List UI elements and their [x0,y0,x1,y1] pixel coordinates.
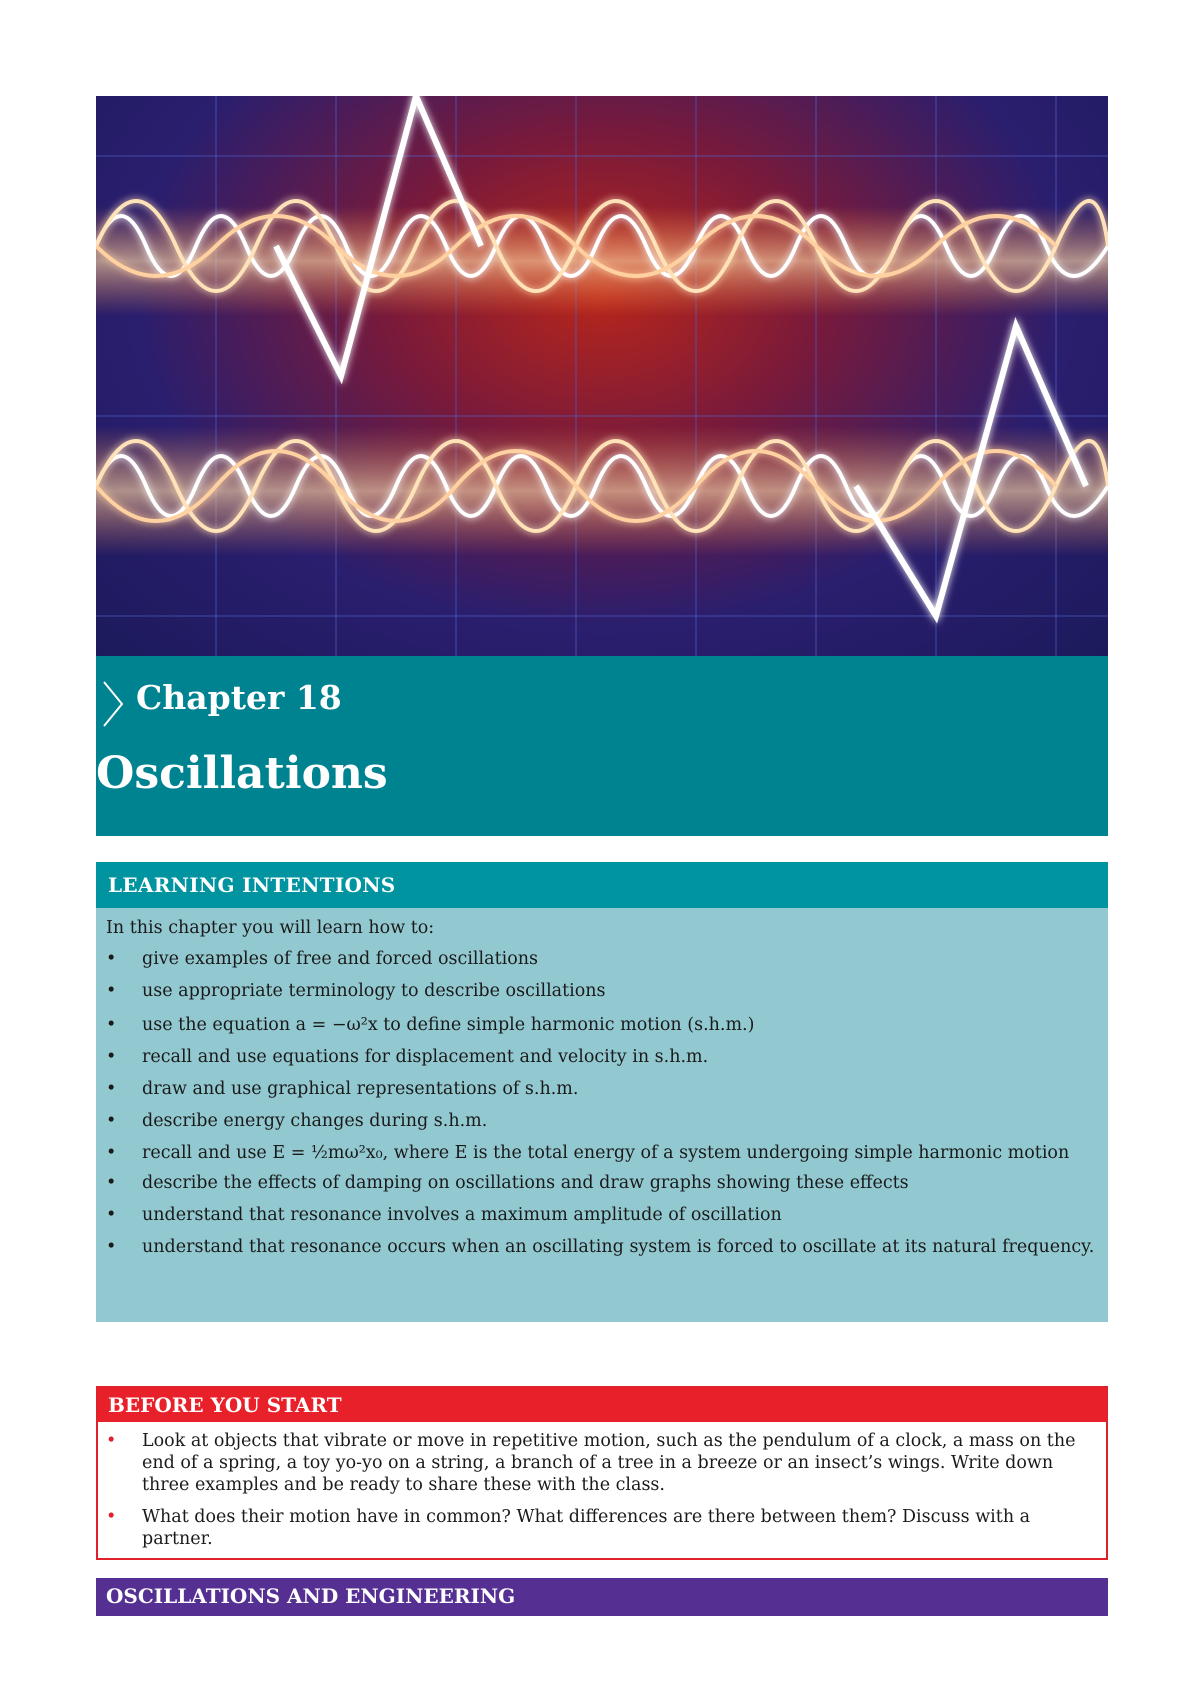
bullet-icon: • [106,1237,117,1257]
list-item-text: draw and use graphical representations of s.h.m. [142,1079,579,1099]
list-item [106,1236,1096,1258]
list-item [106,1204,1096,1226]
list-item-text: What does their motion have in common? What differences are there between them? Discuss with a partner. [142,1507,1031,1549]
list-item [106,948,1096,970]
learning-intentions-box [96,862,1108,1322]
hero-waveform-image [96,96,1108,656]
list-item [106,1046,1096,1068]
list-item-text: use the equation a = −ω²x to define simple harmonic motion (s.h.m.) [142,1015,755,1035]
list-item-text: recall and use E = ½mω²x₀, where E is the total energy of a system undergoing simple harmonic motion [142,1143,1070,1163]
before-you-start-box [96,1386,1108,1560]
learning-intentions-intro: In this chapter you will learn how to: [106,918,435,938]
list-item [106,1506,1096,1550]
bullet-icon: • [106,1431,117,1451]
bullet-icon: • [106,1507,117,1527]
bullet-icon: • [106,1173,117,1193]
list-item [106,1142,1096,1164]
list-item [106,980,1096,1002]
chevron-right-icon [100,678,126,730]
list-item [106,1078,1096,1100]
list-item-text: describe the effects of damping on oscillations and draw graphs showing these effects [142,1173,909,1193]
oscillations-engineering-heading: OSCILLATIONS AND ENGINEERING [96,1578,1108,1614]
list-item-text: describe energy changes during s.h.m. [142,1111,488,1131]
list-item [106,1430,1096,1496]
bullet-icon: • [106,981,117,1001]
bullet-icon: • [106,1111,117,1131]
bullet-icon: • [106,1015,117,1035]
bullet-icon: • [106,1079,117,1099]
learning-intentions-heading: LEARNING INTENTIONS [96,862,1108,908]
list-item-text: use appropriate terminology to describe oscillations [142,981,606,1001]
bullet-icon: • [106,1205,117,1225]
list-item-text: give examples of free and forced oscillations [142,949,538,969]
chapter-number: Chapter 18 [136,678,342,717]
list-item [106,1014,1096,1036]
list-item [106,1172,1096,1194]
grid-lines [96,96,1108,656]
waveform-illustration [96,96,1108,656]
section-divider [96,1614,1108,1616]
bullet-icon: • [106,949,117,969]
before-you-start-list [106,1430,1096,1560]
list-item-text: recall and use equations for displacement and velocity in s.h.m. [142,1047,709,1067]
bullet-icon: • [106,1047,117,1067]
list-item-text: understand that resonance involves a maximum amplitude of oscillation [142,1205,782,1225]
list-item-text: Look at objects that vibrate or move in repetitive motion, such as the pendulum of a clock, a mass on the end of a spring, a toy yo-yo on a string, a branch of a tree in a breeze or an insect’s wings. Write down three examples and be ready to share these with the class. [142,1431,1076,1495]
before-you-start-heading: BEFORE YOU START [98,1388,1106,1422]
bullet-icon: • [106,1143,117,1163]
list-item [106,1110,1096,1132]
learning-intentions-list [106,948,1096,1258]
chapter-header-band [96,656,1108,836]
chapter-title: Oscillations [96,748,388,799]
list-item-text: understand that resonance occurs when an oscillating system is forced to oscillate at its natural frequency. [142,1237,1095,1257]
